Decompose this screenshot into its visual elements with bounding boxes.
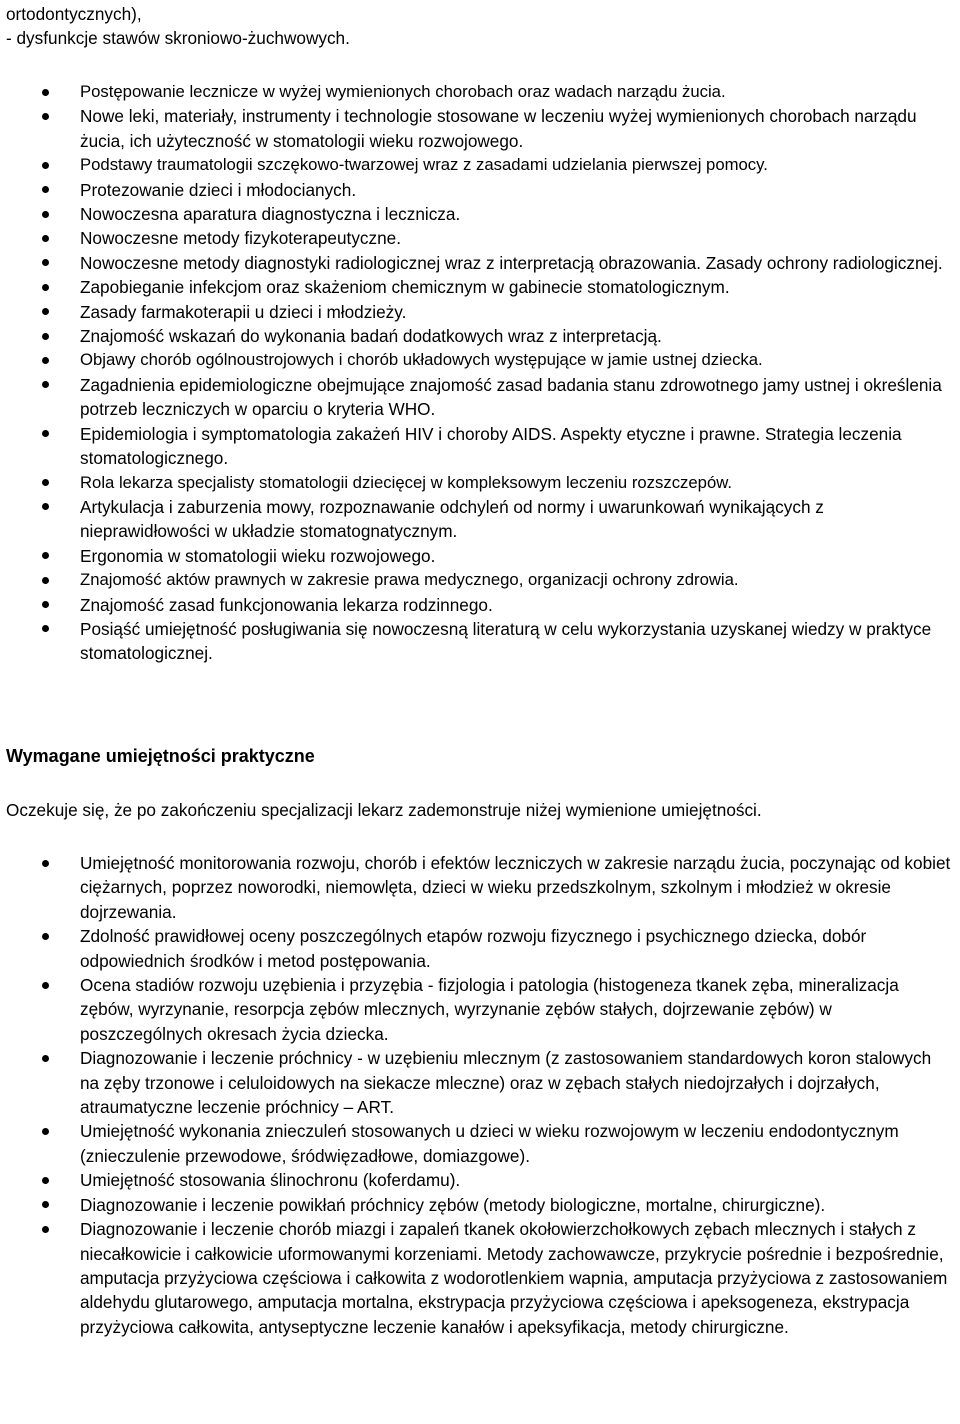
list-item: Nowoczesna aparatura diagnostyczna i lecznicza. xyxy=(0,202,960,226)
bullet-icon xyxy=(42,1055,49,1062)
bullet-icon xyxy=(42,503,49,510)
bullet-icon xyxy=(42,113,49,120)
list-item: Ocena stadiów rozwoju uzębienia i przyzębia - fizjologia i patologia (histogeneza tkanek zęba, mineralizacja zębów, wyrzynanie, resorpcja zębów mlecznych, wyrzynanie zębów stałych, dojrzewanie zębów) w poszczególnych okresach życia dziecka. xyxy=(0,973,960,1046)
list-item: Podstawy traumatologii szczękowo-twarzowej wraz z zasadami udzielania pierwszej pomocy. xyxy=(0,153,960,177)
bullet-icon xyxy=(42,1201,49,1208)
list-item: Epidemiologia i symptomatologia zakażeń HIV i choroby AIDS. Aspekty etyczne i prawne. Strategia leczenia stomatologicznego. xyxy=(0,422,960,471)
list-item: Diagnozowanie i leczenie próchnicy - w uzębieniu mlecznym (z zastosowaniem standardowych koron stalowych na zęby trzonowe i celuloidowych na siekacze mleczne) oraz w zębach stałych niedojrzałych i dojrzałych, atraumatyczne leczenie próchnicy – ART. xyxy=(0,1046,960,1119)
skills-list xyxy=(0,851,960,1339)
list-item: Nowe leki, materiały, instrumenty i technologie stosowane w leczeniu wyżej wymienionych chorobach narządu żucia, ich użyteczność w stomatologii wieku rozwojowego. xyxy=(0,104,960,153)
bullet-icon xyxy=(42,1226,49,1233)
bullet-icon xyxy=(42,162,49,169)
bullet-icon xyxy=(42,860,49,867)
bullet-icon xyxy=(42,552,49,559)
list-item: Nowoczesne metody fizykoterapeutyczne. xyxy=(0,226,960,250)
list-item: Artykulacja i zaburzenia mowy, rozpoznawanie odchyleń od normy i uwarunkowań wynikających z nieprawidłowości w układzie stomatognatycznym. xyxy=(0,495,960,544)
list-item: Zagadnienia epidemiologiczne obejmujące znajomość zasad badania stanu zdrowotnego jamy ustnej i określenia potrzeb leczniczych w oparciu o kryteria WHO. xyxy=(0,373,960,422)
text-line: ortodontycznych), xyxy=(6,4,142,24)
section-heading: Wymagane umiejętności praktyczne xyxy=(6,746,315,766)
list-item: Diagnozowanie i leczenie powikłań próchnicy zębów (metody biologiczne, mortalne, chirurgiczne). xyxy=(0,1193,960,1217)
bullet-icon xyxy=(42,333,49,340)
topics-list xyxy=(0,80,960,666)
list-item: Objawy chorób ogólnoustrojowych i chorób układowych występujące w jamie ustnej dziecka. xyxy=(0,348,960,372)
list-item: Zdolność prawidłowej oceny poszczególnych etapów rozwoju fizycznego i psychicznego dziecka, dobór odpowiednich środków i metod postępowania. xyxy=(0,924,960,973)
text-line: - dysfunkcje stawów skroniowo-żuchwowych. xyxy=(6,28,350,48)
bullet-icon xyxy=(42,308,49,315)
bullet-icon xyxy=(42,430,49,437)
list-item: Umiejętność stosowania ślinochronu (koferdamu). xyxy=(0,1168,960,1192)
bullet-icon xyxy=(42,284,49,291)
list-item: Posiąść umiejętność posługiwania się nowoczesną literaturą w celu wykorzystania uzyskanej wiedzy w praktyce stomatologicznej. xyxy=(0,617,960,666)
bullet-icon xyxy=(42,211,49,218)
bullet-icon xyxy=(42,89,49,96)
list-item: Rola lekarza specjalisty stomatologii dziecięcej w kompleksowym leczeniu rozszczepów. xyxy=(0,471,960,495)
list-item: Znajomość aktów prawnych w zakresie prawa medycznego, organizacji ochrony zdrowia. xyxy=(0,568,960,592)
bullet-icon xyxy=(42,625,49,632)
bullet-icon xyxy=(42,186,49,193)
list-item: Ergonomia w stomatologii wieku rozwojowego. xyxy=(0,544,960,568)
bullet-icon xyxy=(42,601,49,608)
list-item: Umiejętność monitorowania rozwoju, chorób i efektów leczniczych w zakresie narządu żucia, poczynając od kobiet ciężarnych, poprzez noworodki, niemowlęta, dzieci w wieku przedszkolnym, szkolnym i młodzież w okresie dojrzewania. xyxy=(0,851,960,924)
intro-paragraph: Oczekuje się, że po zakończeniu specjalizacji lekarz zademonstruje niżej wymienione umiejętności. xyxy=(6,800,762,820)
list-item: Nowoczesne metody diagnostyki radiologicznej wraz z interpretacją obrazowania. Zasady ochrony radiologicznej. xyxy=(0,251,960,275)
list-item: Znajomość wskazań do wykonania badań dodatkowych wraz z interpretacją. xyxy=(0,324,960,348)
bullet-icon xyxy=(42,235,49,242)
bullet-icon xyxy=(42,982,49,989)
list-item: Zasady farmakoterapii u dzieci i młodzieży. xyxy=(0,300,960,324)
continued-text xyxy=(6,2,350,50)
bullet-icon xyxy=(42,933,49,940)
bullet-icon xyxy=(42,1128,49,1135)
list-item: Umiejętność wykonania znieczuleń stosowanych u dzieci w wieku rozwojowym w leczeniu endodontycznym (znieczulenie przewodowe, śródwięzadłowe, domiazgowe). xyxy=(0,1119,960,1168)
list-item: Znajomość zasad funkcjonowania lekarza rodzinnego. xyxy=(0,593,960,617)
bullet-icon xyxy=(42,381,49,388)
list-item: Zapobieganie infekcjom oraz skażeniom chemicznym w gabinecie stomatologicznym. xyxy=(0,275,960,299)
list-item: Protezowanie dzieci i młodocianych. xyxy=(0,178,960,202)
bullet-icon xyxy=(42,357,49,364)
bullet-icon xyxy=(42,577,49,584)
list-item: Diagnozowanie i leczenie chorób miazgi i zapaleń tkanek okołowierzchołkowych zębach mlecznych i stałych z niecałkowicie i całkowicie uformowanymi korzeniami. Metody zachowawcze, przykrycie pośrednie i bezpośrednie, amputacja przyżyciowa częściowa i całkowita z wodorotlenkiem wapnia, amputacja przyżyciowa z zastosowaniem aldehydu glutarowego, amputacja mortalna, ekstrypacja przyżyciowa częściowa i apeksogeneza, ekstrypacja przyżyciowa całkowita, antyseptyczne leczenie kanałów i apeksyfikacja, metody chirurgiczne. xyxy=(0,1217,960,1339)
bullet-icon xyxy=(42,479,49,486)
bullet-icon xyxy=(42,1177,49,1184)
bullet-icon xyxy=(42,259,49,266)
list-item: Postępowanie lecznicze w wyżej wymienionych chorobach oraz wadach narządu żucia. xyxy=(0,80,960,104)
